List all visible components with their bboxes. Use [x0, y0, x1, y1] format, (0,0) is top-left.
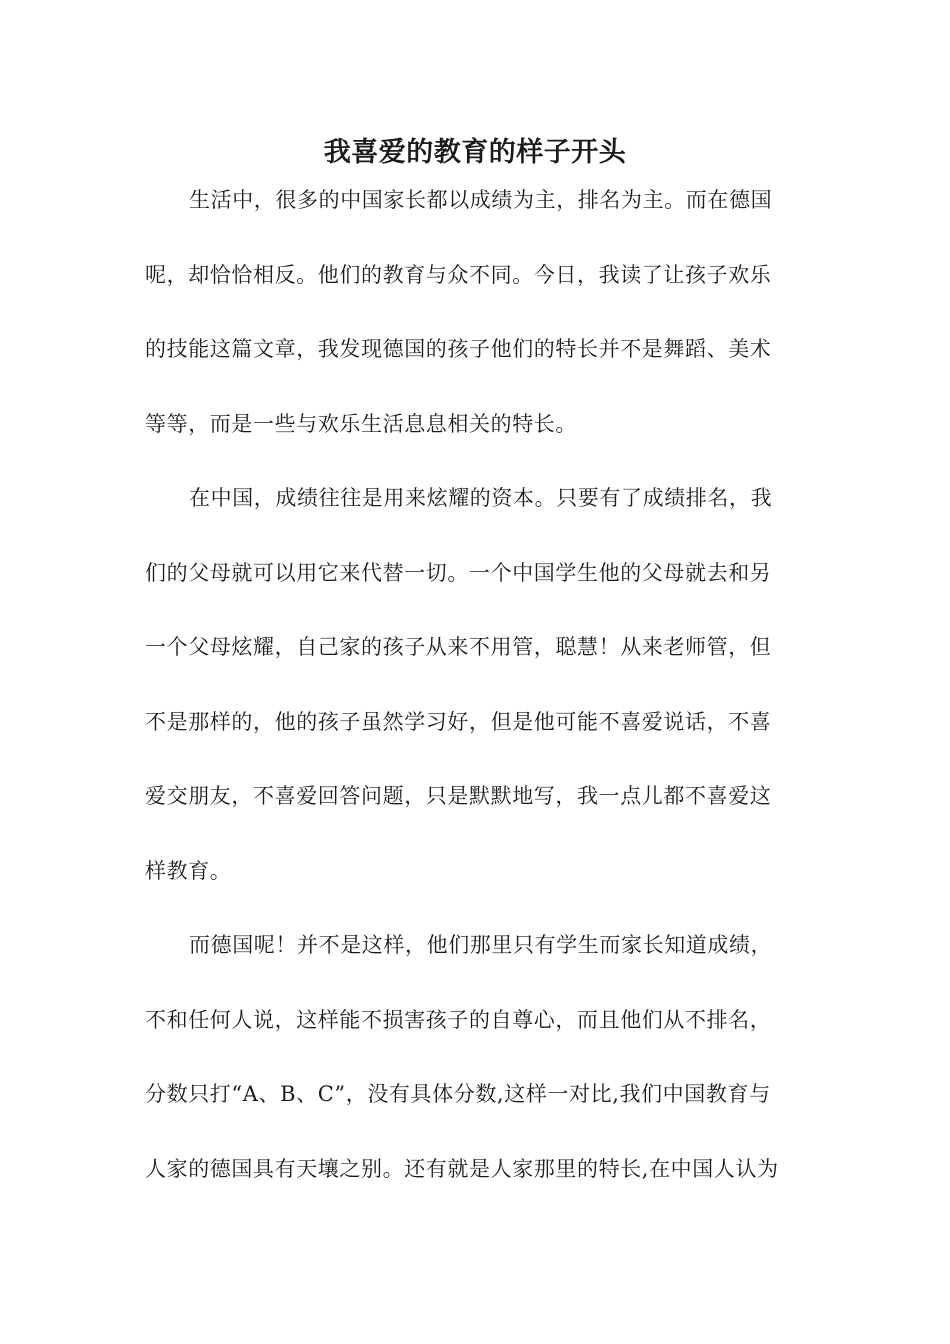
document-body: [145, 180, 810, 1223]
paragraph-2-line-3: 一个父母炫耀，自己家的孩子从来不用管，聪慧！从来老师管，但: [145, 635, 772, 659]
paragraph-2-line-6: 样教育。: [145, 858, 232, 883]
document-title: 我喜爱的教育的样子开头: [323, 137, 627, 168]
paragraph-1-line-3: 的技能这篇文章，我发现德国的孩子他们的特长并不是舞蹈、美术: [145, 337, 772, 361]
paragraph-3-line-1: 而德国呢！并不是这样，他们那里只有学生而家长知道成绩，: [189, 933, 773, 957]
paragraph-2-line-4: 不是那样的，他的孩子虽然学习好，但是他可能不喜爱说话，不喜: [145, 709, 772, 734]
paragraph-1-line-4: 等等，而是一些与欢乐生活息息相关的特长。: [145, 411, 577, 436]
paragraph-2-line-2: 们的父母就可以用它来代替一切。一个中国学生他的父母就去和另: [145, 560, 772, 585]
paragraph-2-line-1: 在中国，成绩往往是用来炫耀的资本。只要有了成绩排名，我: [189, 486, 773, 510]
paragraph-3-line-4: 人家的德国具有天壤之别。还有就是人家那里的特长,在中国人认为: [145, 1156, 779, 1181]
paragraph-1-line-2: 呢，却恰恰相反。他们的教育与众不同。今日，我读了让孩子欢乐: [145, 262, 772, 287]
paragraph-3-line-2: 不和任何人说，这样能不损害孩子的自尊心，而且他们从不排名，: [145, 1007, 772, 1032]
paragraph-1-line-1: 生活中，很多的中国家长都以成绩为主，排名为主。而在德国: [189, 188, 773, 212]
paragraph-3-line-3: 分数只打“A、B、C”，没有具体分数,这样一对比,我们中国教育与: [145, 1082, 771, 1106]
paragraph-2-line-5: 爱交朋友，不喜爱回答问题，只是默默地写，我一点儿都不喜爱这: [145, 784, 772, 808]
